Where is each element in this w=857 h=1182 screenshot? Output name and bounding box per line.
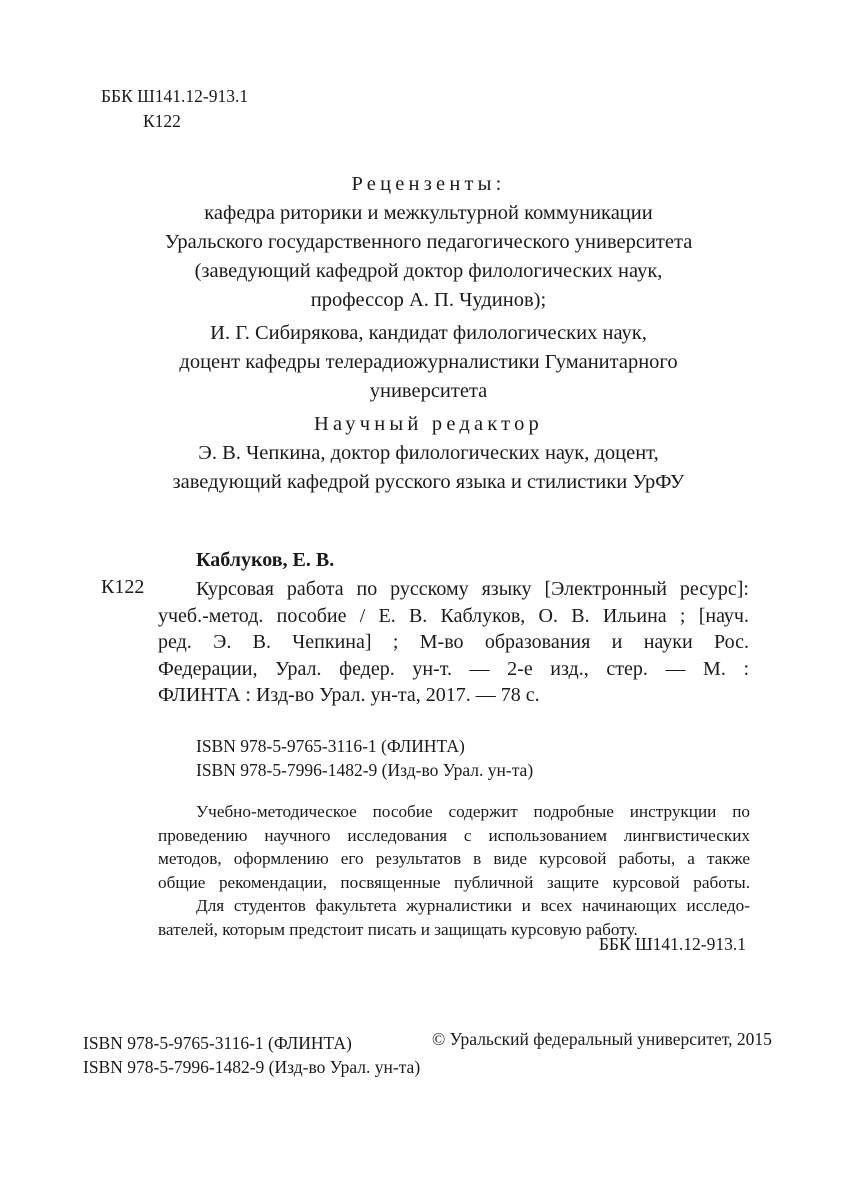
record-author: Каблуков, Е. В. [196, 549, 335, 571]
record-author-sign: К122 [101, 576, 145, 598]
reviewer-line: кафедра риторики и межкультурной коммуникации [204, 202, 653, 224]
editor-section [0, 410, 857, 497]
bbk-header [101, 84, 248, 134]
record-line: Федерации, Урал. федер. ун-т. — 2-е изд., стер. — М. : [158, 657, 749, 680]
record-line: ред. Э. В. Чепкина] ; М-во образования и науки Рос. [158, 631, 749, 653]
annotation [158, 800, 750, 941]
isbn-line: ISBN 978-5-7996-1482-9 (Изд-во Урал. ун-та) [196, 760, 534, 780]
reviewer-line: доцент кафедры телерадиожурналистики Гуманитарного [179, 351, 678, 373]
reviewer-line: университета [369, 380, 488, 402]
editor-line: Э. В. Чепкина, доктор филологических наук, доцент, [198, 442, 659, 464]
annotation-line: Для студентов факультета журналистики и всех начинающих исследо- [196, 896, 750, 915]
record-line: Курсовая работа по русскому языку [Электронный ресурс]: [196, 578, 749, 600]
reviewer-line: И. Г. Сибирякова, кандидат филологических наук, [210, 322, 647, 344]
bbk-index: ББК Ш141.12-913.1 [101, 86, 249, 106]
annotation-bbk: ББК Ш141.12-913.1 [598, 934, 746, 954]
reviewer-line: Уральского государственного педагогического университета [164, 231, 693, 253]
reviewer-line: (заведующий кафедрой доктор филологических наук, [194, 260, 663, 282]
editor-heading: Научный редактор [314, 413, 543, 435]
annotation-line: вателей, которым предстоит писать и защищать курсовую работу. [158, 919, 638, 939]
record-line: ФЛИНТА : Изд-во Урал. ун-та, 2017. — 78 с. [158, 684, 540, 706]
annotation-line: проведению научного исследования с использованием лингвистических [158, 825, 750, 845]
reviewer-line: профессор А. П. Чудинов); [310, 289, 547, 311]
author-sign: К122 [143, 111, 181, 131]
isbn-line: ISBN 978-5-9765-3116-1 (ФЛИНТА) [196, 736, 465, 756]
record-isbn [196, 734, 533, 782]
bibliographic-record [158, 576, 749, 709]
reviewers-heading: Рецензенты: [351, 173, 506, 195]
annotation-line: методов, оформлению его результатов в виде курсовой работы, а также [158, 849, 750, 868]
annotation-line: общие рекомендации, посвященные публичной защите курсовой работы. [158, 872, 750, 892]
footer-isbn [83, 1031, 420, 1079]
record-line: учеб.-метод. пособие / Е. В. Каблуков, О. В. Ильина ; [науч. [158, 604, 749, 627]
annotation-line: Учебно-методическое пособие содержит подробные инструкции по [196, 802, 750, 821]
editor-line: заведующий кафедрой русского языка и стилистики УрФУ [172, 471, 685, 493]
copyright: © Уральский федеральный университет, 2015 [432, 1029, 772, 1049]
isbn-line: ISBN 978-5-7996-1482-9 (Изд-во Урал. ун-та) [83, 1057, 421, 1077]
reviewers-section [0, 170, 857, 406]
isbn-line: ISBN 978-5-9765-3116-1 (ФЛИНТА) [83, 1033, 352, 1053]
